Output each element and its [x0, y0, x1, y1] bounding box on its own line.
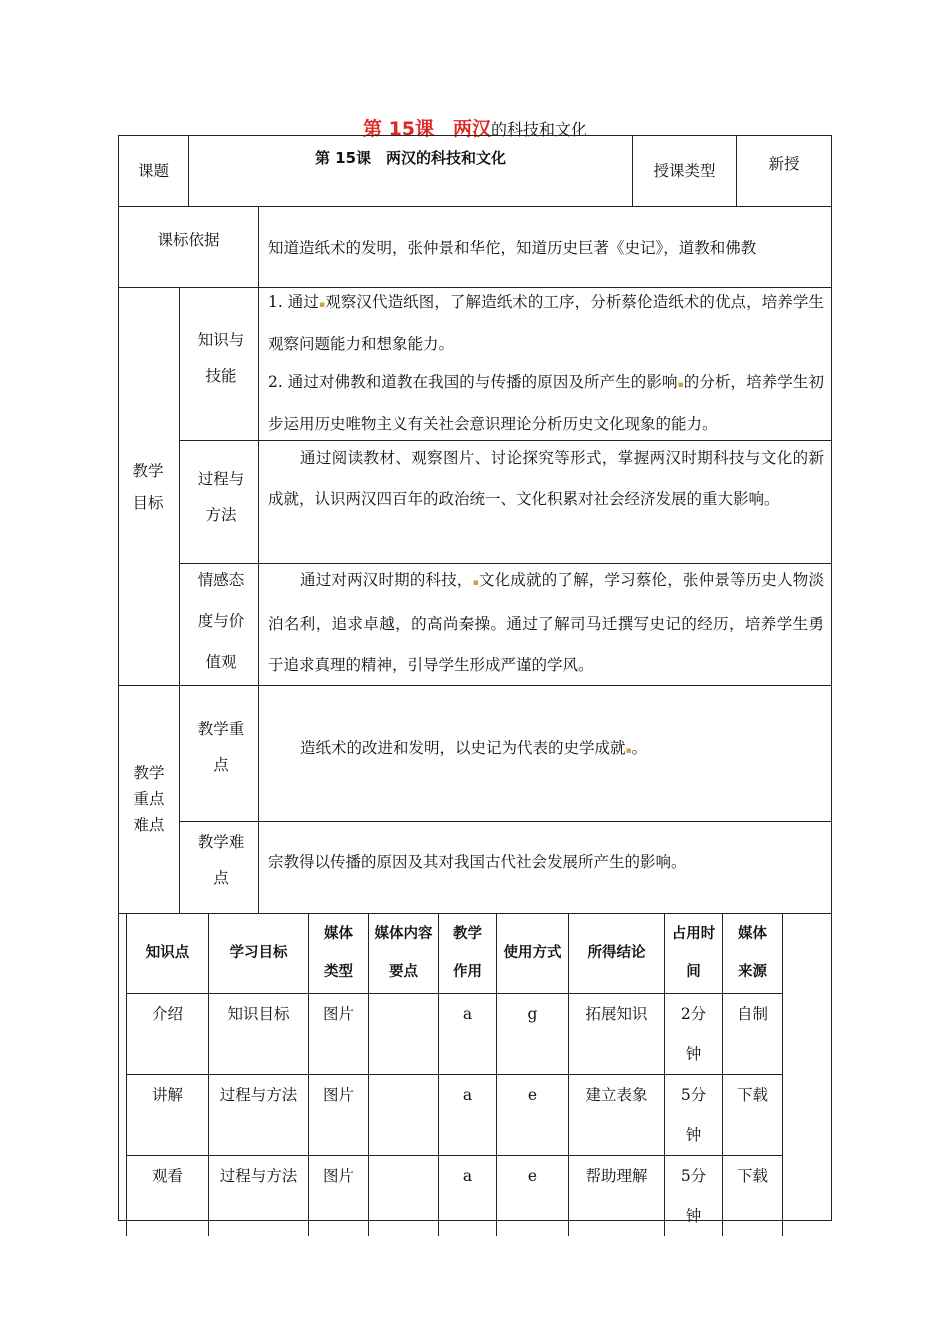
knowledge-label: 知识与技能: [197, 331, 245, 385]
header-learning-goal: 学习目标: [209, 913, 309, 993]
cell-media-type: 图片: [309, 1155, 369, 1236]
media-table-header: [127, 913, 783, 993]
cell-conclusion: 拓展知识: [569, 993, 665, 1074]
cell-teaching-role: a: [439, 993, 497, 1074]
cell-learning-goal: 过程与方法: [209, 1074, 309, 1155]
cell-media-content: [369, 1155, 439, 1236]
marker-dot: ▪: [625, 746, 632, 756]
cell-knowledge-point: 介绍: [127, 993, 209, 1074]
marker-dot: ▪: [677, 380, 684, 390]
marker-dot: ▪: [319, 300, 326, 310]
header-knowledge-point: 知识点: [127, 913, 209, 993]
title-rest: 的科技和文化: [491, 120, 588, 139]
cell-knowledge-point: 讲解: [127, 1074, 209, 1155]
knowledge-1a: 1. 通过: [268, 293, 319, 311]
cell-learning-goal: 过程与方法: [209, 1155, 309, 1236]
knowledge-text: [268, 283, 824, 443]
cell-learning-goal: 知识目标: [209, 993, 309, 1074]
topic-value: 第 15课 两汉的科技和文化: [314, 149, 507, 167]
focus-text-a: 造纸术的改进和发明，以史记为代表的史学成就: [300, 739, 626, 757]
cell-time: 5分钟: [665, 1155, 723, 1236]
header-media-type: 媒体类型: [309, 913, 369, 993]
focus-label: 教学重点: [197, 720, 245, 774]
keypoints-label: 教学重点难点: [133, 764, 165, 834]
basis-value: 知道造纸术的发明，张仲景和华佗，知道历史巨著《史记》，道教和佛教: [268, 239, 757, 257]
header-conclusion: 所得结论: [569, 913, 665, 993]
emotion-b: 文化成就的了解，学习蔡伦，张仲景等历史人物淡泊名利，追求卓越，的高尚秦操。通过了解司马迁撰写史记的经历，培养学生勇于追求真理的精神，引导学生形成严谨的学风。: [268, 571, 824, 674]
table-row: [127, 993, 783, 1074]
process-label: 过程与方法: [197, 470, 245, 524]
media-table: [126, 913, 783, 1236]
difficulty-text: 宗教得以传播的原因及其对我国古代社会发展所产生的影响。: [268, 853, 687, 871]
process-text: 通过阅读教材、观察图片、讨论探究等形式，掌握两汉时期科技与文化的新成就，认识两汉四百年的政治统一、文化积累对社会经济发展的重大影响。: [268, 449, 824, 508]
goals-label: 教学目标: [132, 462, 164, 512]
table-row: [127, 1074, 783, 1155]
cell-media-source: 自制: [723, 993, 783, 1074]
knowledge-1b: 观察汉代造纸图，了解造纸术的工序，分析蔡伦造纸术的优点，培养学生观察问题能力和想象能力。: [268, 293, 825, 353]
cell-time: 5分钟: [665, 1074, 723, 1155]
cell-media-type: 图片: [309, 993, 369, 1074]
header-time: 占用时间: [665, 913, 723, 993]
topic-label: 课题: [137, 162, 169, 180]
table-row: [127, 1155, 783, 1236]
cell-usage-method: g: [497, 993, 569, 1074]
cell-media-source: 下载: [723, 1155, 783, 1236]
cell-teaching-role: a: [439, 1074, 497, 1155]
emotion-a: 通过对两汉时期的科技，: [300, 571, 473, 589]
type-value: 新授: [768, 155, 800, 173]
focus-text-b: 。: [631, 739, 648, 757]
knowledge-2a: 2. 通过对佛教和道教在我国的与传播的原因及所产生的影响: [268, 373, 678, 391]
marker-dot: ▪: [472, 578, 479, 588]
emotion-text: [268, 560, 824, 686]
cell-knowledge-point: 观看: [127, 1155, 209, 1236]
cell-teaching-role: a: [439, 1155, 497, 1236]
header-usage-method: 使用方式: [497, 913, 569, 993]
cell-time: 2分钟: [665, 993, 723, 1074]
header-media-source: 媒体来源: [723, 913, 783, 993]
cell-conclusion: 建立表象: [569, 1074, 665, 1155]
difficulty-label: 教学难点: [197, 833, 245, 887]
cell-media-content: [369, 1074, 439, 1155]
cell-media-source: 下载: [723, 1074, 783, 1155]
knowledge-2b: 的分析，培养学生初步运用历史唯物主义有关社会意识理论分析历史文化现象的能力。: [268, 373, 824, 433]
title-highlight: 第 15课 两汉: [362, 118, 492, 140]
type-label: 授课类型: [653, 162, 716, 180]
header-teaching-role: 教学作用: [439, 913, 497, 993]
focus-text: [300, 730, 820, 769]
cell-usage-method: e: [497, 1074, 569, 1155]
cell-usage-method: e: [497, 1155, 569, 1236]
cell-media-content: [369, 993, 439, 1074]
cell-media-type: 图片: [309, 1074, 369, 1155]
basis-label: 课标依据: [157, 231, 220, 249]
emotion-label: 情感态度与价值观: [197, 571, 245, 671]
header-media-content: 媒体内容要点: [369, 913, 439, 993]
cell-conclusion: 帮助理解: [569, 1155, 665, 1236]
